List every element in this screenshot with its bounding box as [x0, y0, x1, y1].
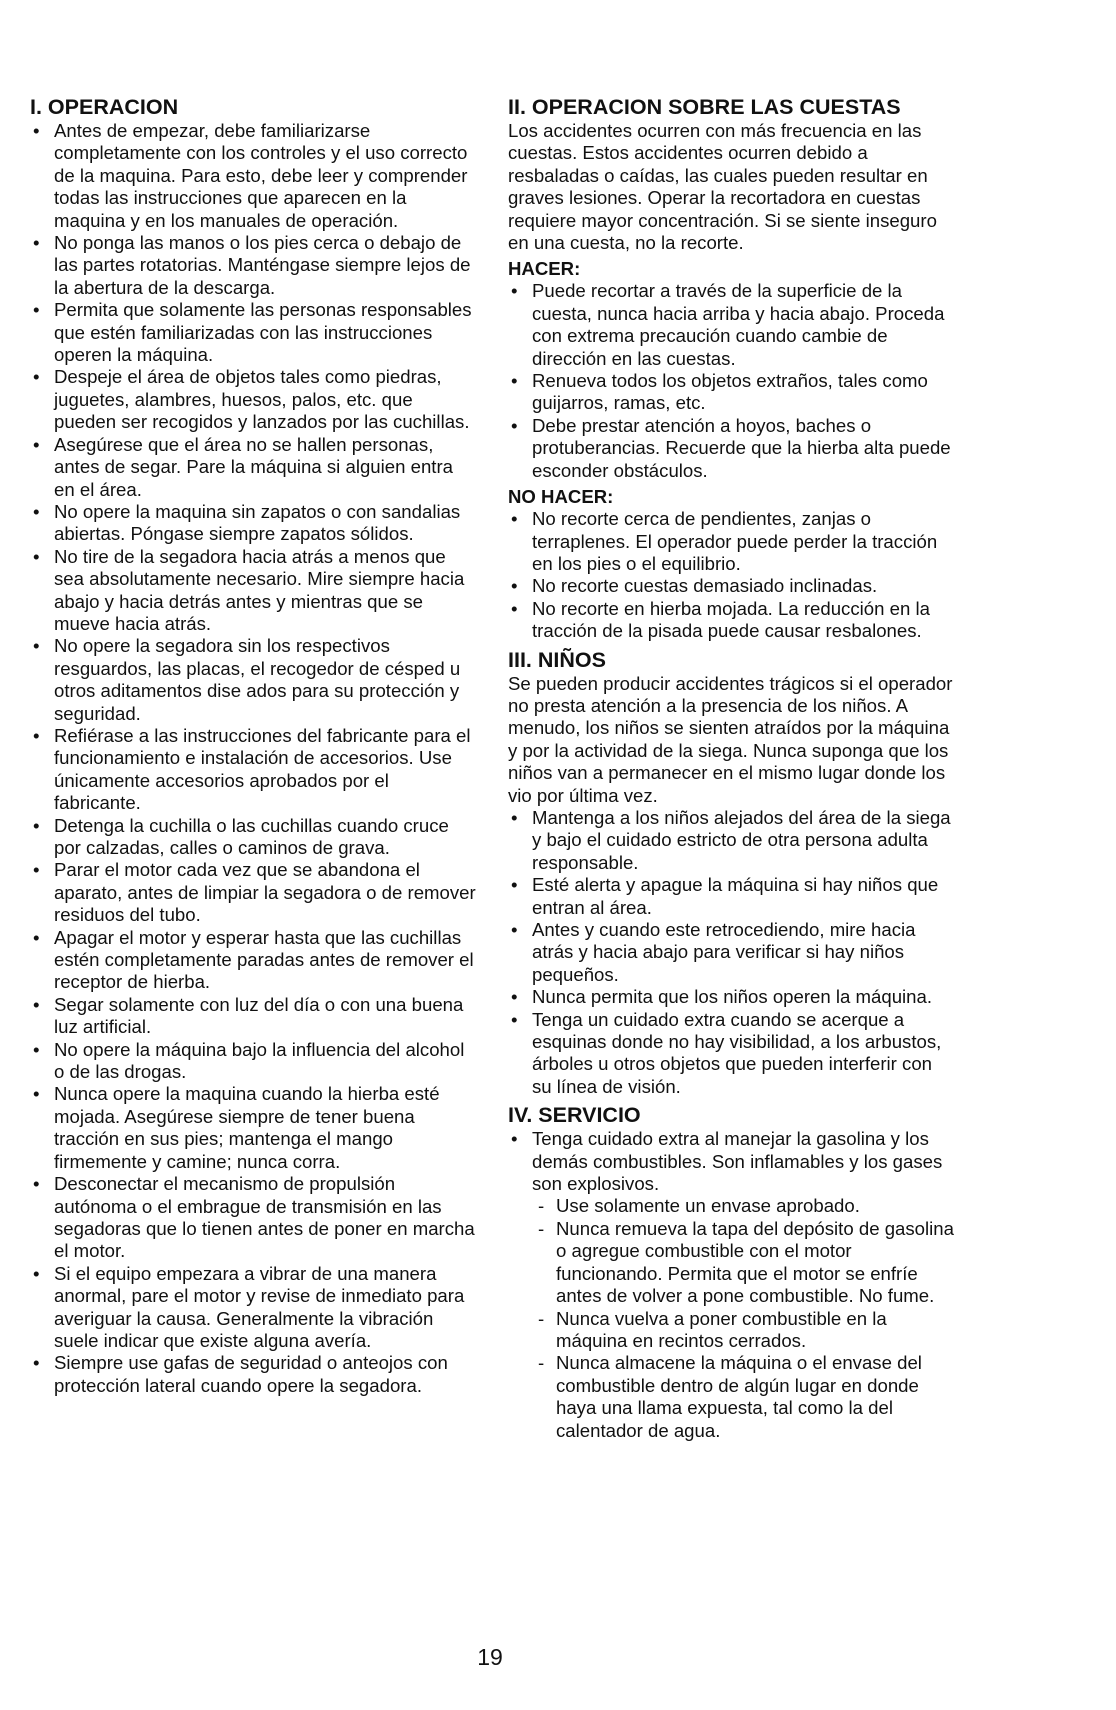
list-item: • No opere la máquina bajo la influencia del alcohol o de las drogas. — [30, 1039, 478, 1084]
list-item: • Nunca opere la maquina cuando la hierba esté mojada. Asegúrese siempre de tener buena tracción en sus pies; mantenga el mango firmemente y camine; nunca corra. — [30, 1083, 478, 1173]
servicio-list — [508, 1128, 954, 1442]
list-item: • No recorte en hierba mojada. La reducción en la tracción de la pisada puede causar resbalones. — [508, 598, 954, 643]
list-item: • Apagar el motor y esperar hasta que las cuchillas estén completamente paradas antes de remover el receptor de hierba. — [30, 927, 478, 994]
list-item: • No opere la segadora sin los respectivos resguardos, las placas, el recogedor de césped u otros aditamentos dise ados para su protección y seguridad. — [30, 635, 478, 725]
ninos-list — [508, 807, 954, 1098]
sub-list-item: - Nunca almacene la máquina o el envase del combustible dentro de algún lugar en donde haya una llama expuesta, tal como la del calentador de agua. — [532, 1352, 954, 1442]
list-item: • No tire de la segadora hacia atrás a menos que sea absolutamente necesario. Mire siempre hacia abajo y hacia detrás antes y mientras que se mueve hacia atrás. — [30, 546, 478, 636]
page-number: 19 — [477, 1644, 503, 1670]
section-heading-ninos: III. NIÑOS — [508, 647, 606, 672]
operacion-list — [30, 120, 478, 1397]
hacer-heading: HACER: — [508, 258, 581, 280]
list-item: • Parar el motor cada vez que se abandona el aparato, antes de limpiar la segadora o de remover residuos del tubo. — [30, 859, 478, 926]
list-item: • Asegúrese que el área no se hallen personas, antes de segar. Pare la máquina si alguien entra en el área. — [30, 434, 478, 501]
list-item: • Puede recortar a través de la superficie de la cuesta, nunca hacia arriba y hacia abajo. Proceda con extrema precaución cuando cambie de dirección en las cuestas. — [508, 280, 954, 370]
list-item: • No recorte cuestas demasiado inclinadas. — [508, 575, 954, 597]
list-item: • No ponga las manos o los pies cerca o debajo de las partes rotatorias. Manténgase siempre lejos de la abertura de la descarga. — [30, 232, 478, 299]
no-hacer-heading: NO HACER: — [508, 486, 614, 508]
list-item: • Detenga la cuchilla o las cuchillas cuando cruce por calzadas, calles o caminos de grava. — [30, 815, 478, 860]
sub-list-item: - Nunca vuelva a poner combustible en la máquina en recintos cerrados. — [532, 1308, 954, 1353]
list-item: • Tenga un cuidado extra cuando se acerque a esquinas donde no hay visibilidad, a los arbustos, árboles u otros objetos que pueden interferir con su línea de visión. — [508, 1009, 954, 1099]
list-item: • Siempre use gafas de seguridad o anteojos con protección lateral cuando opere la segadora. — [30, 1352, 478, 1397]
sub-list-item: - Nunca remueva la tapa del depósito de gasolina o agregue combustible con el motor funcionando. Permita que el motor se enfríe antes de volver a pone combustible. No fume. — [532, 1218, 954, 1308]
list-item: • Nunca permita que los niños operen la máquina. — [508, 986, 954, 1008]
section-heading-operacion: I. OPERACION — [30, 95, 179, 119]
list-item: • Esté alerta y apague la máquina si hay niños que entran al área. — [508, 874, 954, 919]
no-hacer-list — [508, 508, 954, 642]
list-item: • Desconectar el mecanismo de propulsión autónoma o el embrague de transmisión en las segadoras que lo tienen antes de poner en marcha el motor. — [30, 1173, 478, 1263]
list-item: • Refiérase a las instrucciones del fabricante para el funcionamiento e instalación de accesorios. Use únicamente accesorios aprobados por el fabricante. — [30, 725, 478, 815]
left-column — [30, 90, 478, 1397]
section-heading-servicio: IV. SERVICIO — [508, 1103, 641, 1128]
list-item — [508, 1128, 954, 1442]
servicio-item-text: Tenga cuidado extra al manejar la gasolina y los demás combustibles. Son inflamables y los gases son explosivos. — [532, 1128, 943, 1195]
section-heading-cuestas: II. OPERACION SOBRE LAS CUESTAS — [508, 95, 901, 119]
hacer-list — [508, 280, 954, 482]
list-item: • Permita que solamente las personas responsables que estén familiarizadas con las instrucciones operen la máquina. — [30, 299, 478, 366]
list-item: • Segar solamente con luz del día o con una buena luz artificial. — [30, 994, 478, 1039]
ninos-intro: Se pueden producir accidentes trágicos si el operador no presta atención a la presencia de los niños. A menudo, los niños se sienten atraídos por la máquina y por la actividad de la siega. Nunca suponga que los niños van a permanecer en el mismo lugar donde los vio por última vez. — [508, 672, 953, 806]
list-item: • Despeje el área de objetos tales como piedras, juguetes, alambres, huesos, palos, etc. que pueden ser recogidos y lanzados por las cuchillas. — [30, 366, 478, 433]
sub-list-item: - Use solamente un envase aprobado. — [532, 1195, 954, 1217]
servicio-sublist — [532, 1195, 954, 1441]
list-item: • Debe prestar atención a hoyos, baches o protuberancias. Recuerde que la hierba alta puede esconder obstáculos. — [508, 415, 954, 482]
cuestas-intro: Los accidentes ocurren con más frecuencia en las cuestas. Estos accidentes ocurren debido a resbaladas o caídas, las cuales pueden resultar en graves lesiones. Operar la recortadora en cuestas requiere mayor concentración. Si se siente inseguro en una cuesta, no la recorte. — [508, 120, 937, 254]
list-item: • Mantenga a los niños alejados del área de la siega y bajo el cuidado estricto de otra persona adulta responsable. — [508, 807, 954, 874]
list-item: • Si el equipo empezara a vibrar de una manera anormal, pare el motor y revise de inmediato para averiguar la causa. Generalmente la vibración suele indicar que existe alguna avería. — [30, 1263, 478, 1353]
list-item: • Antes de empezar, debe familiarizarse completamente con los controles y el uso correcto de la maquina. Para esto, debe leer y comprender todas las instrucciones que aparecen en la maquina y en los manuales de operación. — [30, 120, 478, 232]
list-item: • Renueva todos los objetos extraños, tales como guijarros, ramas, etc. — [508, 370, 954, 415]
list-item: • No opere la maquina sin zapatos o con sandalias abiertas. Póngase siempre zapatos sólidos. — [30, 501, 478, 546]
list-item: • Antes y cuando este retrocediendo, mire hacia atrás y hacia abajo para verificar si hay niños pequeños. — [508, 919, 954, 986]
list-item: • No recorte cerca de pendientes, zanjas o terraplenes. El operador puede perder la tracción en los pies o el equilibrio. — [508, 508, 954, 575]
right-column — [508, 90, 954, 1442]
